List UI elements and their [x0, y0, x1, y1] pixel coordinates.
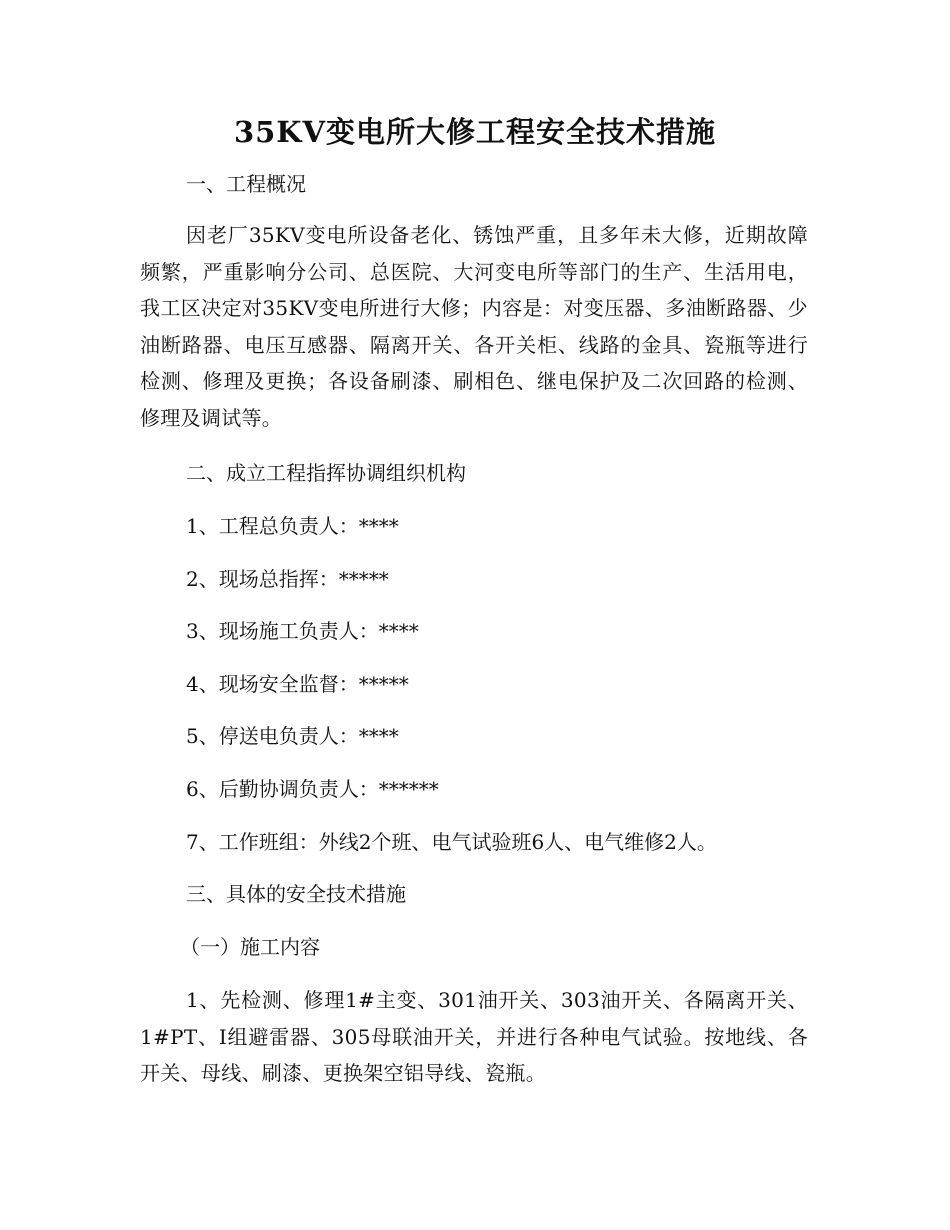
section-3-heading: 三、具体的安全技术措施 — [186, 882, 406, 906]
section-3-subheading: （一）施工内容 — [180, 935, 320, 959]
list-item-power: 5、停送电负责人：**** — [186, 724, 399, 748]
list-item-logistics: 6、后勤协调负责人：****** — [186, 777, 439, 801]
list-item-site-lead: 3、现场施工负责人：**** — [186, 619, 419, 643]
section-1-body: 因老厂35KV变电所设备老化、锈蚀严重，且多年未大修，近期故障频繁，严重影响分公司、总医院、大河变电所等部门的生产、生活用电，我工区决定对35KV变电所进行大修；内容是：对变压器、多油断路器、少油断路器、电压互感器、隔离开关、各开关柜、线路的金具、瓷瓶等进行检测、修理及更换；各设备刷漆、刷相色、继电保护及二次回路的检测、修理及调试等。 — [140, 223, 808, 430]
section-1-heading: 一、工程概况 — [186, 172, 306, 196]
list-item-chief: 1、工程总负责人：**** — [186, 514, 399, 538]
section-2-heading: 二、成立工程指挥协调组织机构 — [186, 461, 466, 485]
document-title: 35KV变电所大修工程安全技术措施 — [233, 115, 717, 149]
list-item-teams: 7、工作班组：外线2个班、电气试验班6人、电气维修2人。 — [186, 830, 717, 854]
section-3-body: 1、先检测、修理1#主变、301油开关、303油开关、各隔离开关、1#PT、Ⅰ组避雷器、305母联油开关，并进行各种电气试验。按地线、各开关、母线、刷漆、更换架空铝导线、瓷瓶。 — [140, 988, 808, 1086]
list-item-safety: 4、现场安全监督：***** — [186, 672, 409, 696]
list-item-commander: 2、现场总指挥：***** — [186, 567, 389, 591]
